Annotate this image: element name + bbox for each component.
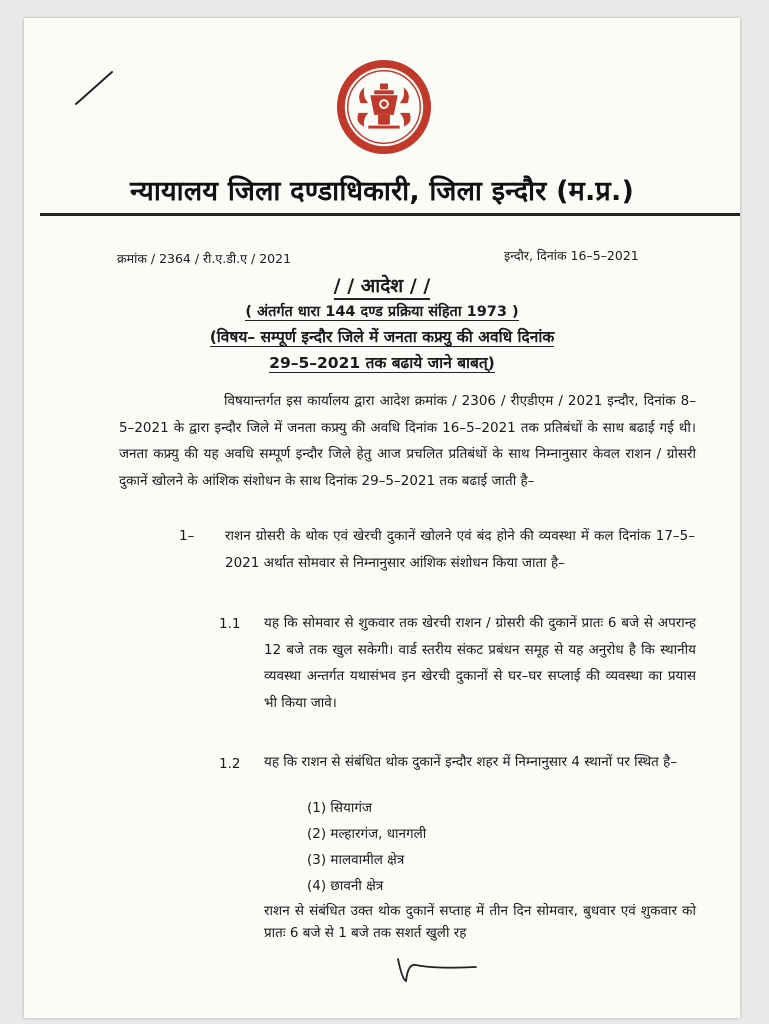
reference-number: क्रमांक / 2364 / री.ए.डी.ए / 2021 [117,251,292,266]
header-divider [40,213,740,216]
intro-paragraph: विषयान्तर्गत इस कार्यालय द्वारा आदेश क्रमांक / 2306 / रीएडीएम / 2021 इन्दौर, दिनांक 8–5–2021 के द्वारा इन्दौर जिले में जनता कफ्र्यु की अवधि दिनांक 16–5–2021 तक प्रतिबंधों के साथ बढाई गई थी। जनता कफ्र्यु की यह अवधि सम्पूर्ण इन्दौर जिले हेतु आज प्रचलित प्रतिबंधों के साथ निम्नानुसार केवल राशन / ग्रोसरी दुकानें खोलने के आंशिक संशोधन के साथ दिनांक 29–5–2021 तक बढाई जाती है– [119,393,696,489]
point-1-number: 1– [179,528,195,544]
order-title-text: / / आदेश / / [334,275,431,300]
mp-government-emblem [335,58,433,156]
location-item: (4) छावनी क्षेत्र [307,878,384,894]
location-item: (1) सियागंज [307,800,372,816]
subject-line-1 [24,325,740,347]
pen-stroke-mark [74,66,134,106]
section-reference-text: ( अंतर्गत धारा 144 दण्ड प्रक्रिया संहिता 1973 ) [245,304,519,320]
point-1-text: राशन ग्रोसरी के थोक एवं खेरची दुकानें खोलने एवं बंद होने की व्यवस्था में कल दिनांक 17–5–2021 अर्थात सोमवार से निम्नानुसार आंशिक संशोधन किया जाता है– [225,528,695,571]
document-page [24,18,740,1018]
subject-line-2 [24,351,740,373]
section-reference [24,301,740,321]
point-1-1-number: 1.1 [219,616,241,632]
subject-line-1-text: (विषय– सम्पूर्ण इन्दौर जिले में जनता कफ्र्यु की अवधि दिनांक [209,328,555,346]
point-1-1-text: यह कि सोमवार से शुकवार तक खेरची राशन / ग्रोसरी की दुकानें प्रातः 6 बजे से अपरान्ह 12 बजे तक खुल सकेगी। वार्ड स्तरीय संकट प्रबंधन समूह से यह अनुरोध है कि स्थानीय व्यवस्था अन्तर्गत यथासंभव इन खेरची दुकानों से घर–घर सप्लाई की व्यवस्था का प्रयास भी किया जावे। [264,615,696,711]
signature-mark [394,953,480,987]
subject-line-2-text: 29–5–2021 तक बढाये जाने बाबत्) [269,354,495,372]
closing-paragraph: राशन से संबंधित उक्त थोक दुकानें सप्ताह में तीन दिन सोमवार, बुधवार एवं शुकवार को प्रातः 6 बजे से 1 बजे तक सशर्त खुली रह [264,903,696,941]
location-item: (2) मल्हारगंज, धानगली [307,826,427,842]
point-1-2-number: 1.2 [219,756,241,772]
point-1-2-text: यह कि राशन से संबंधित थोक दुकानें इन्दौर शहर में निम्नानुसार 4 स्थानों पर स्थित है– [264,754,678,770]
order-title [24,272,740,298]
court-title: न्यायालय जिला दण्डाधिकारी, जिला इन्दौर (म.प्र.) [130,176,634,207]
order-date: इन्दौर, दिनांक 16–5–2021 [504,248,639,263]
location-item: (3) मालवामील क्षेत्र [307,852,405,868]
